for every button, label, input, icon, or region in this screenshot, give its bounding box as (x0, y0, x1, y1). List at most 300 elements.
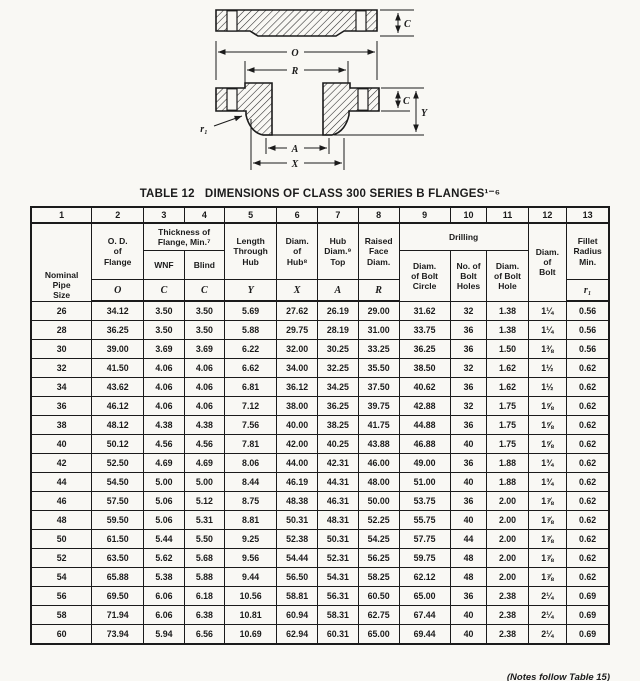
table-cell: 42.00 (277, 435, 318, 454)
table-cell: 49.00 (399, 454, 450, 473)
dim-label-x: X (291, 159, 299, 170)
table-cell: 0.62 (567, 378, 609, 397)
header-diam-of-hub: Diam. of Hub⁸ (277, 223, 318, 280)
table-cell: 0.69 (567, 587, 609, 606)
table-cell: 60.31 (318, 625, 358, 645)
table-cell: 38.50 (399, 359, 450, 378)
table-cell: 6.18 (184, 587, 224, 606)
table-row (31, 378, 609, 397)
table-cell: 4.06 (144, 378, 184, 397)
table-cell: 36.12 (277, 378, 318, 397)
table-cell: 69.44 (399, 625, 450, 645)
table-cell: 5.68 (184, 549, 224, 568)
table-cell: 2.00 (487, 511, 528, 530)
table-cell: 36 (450, 340, 487, 359)
table-cell: 52 (31, 549, 92, 568)
table-cell: 43.88 (358, 435, 399, 454)
table-cell: 0.62 (567, 492, 609, 511)
table-row (31, 321, 609, 340)
table-cell: 50.31 (318, 530, 358, 549)
table-cell: 6.06 (144, 606, 184, 625)
table-cell: 2.38 (487, 625, 528, 645)
dim-label-y: Y (421, 108, 428, 119)
table-cell: 0.62 (567, 416, 609, 435)
table-cell: 5.12 (184, 492, 224, 511)
table-cell: 0.62 (567, 530, 609, 549)
header-bolt-holes: No. of Bolt Holes (450, 251, 487, 302)
column-number: 13 (567, 207, 609, 223)
header-wnf: WNF (144, 251, 184, 280)
table-cell: 73.94 (92, 625, 144, 645)
table-row (31, 530, 609, 549)
table-cell: 36 (450, 416, 487, 435)
table-cell: 3.69 (184, 340, 224, 359)
table-cell: 0.62 (567, 511, 609, 530)
table-cell: 28.19 (318, 321, 358, 340)
table-cell: 34 (31, 378, 92, 397)
table-cell: 6.62 (225, 359, 277, 378)
table-cell: 3.50 (184, 321, 224, 340)
table-cell: 42 (31, 454, 92, 473)
table-cell: 50 (31, 530, 92, 549)
table-cell: 48.38 (277, 492, 318, 511)
column-number: 7 (318, 207, 358, 223)
table-cell: 1.75 (487, 435, 528, 454)
table-cell: 4.06 (184, 397, 224, 416)
table-cell: 51.00 (399, 473, 450, 492)
table-cell: 10.81 (225, 606, 277, 625)
header-od-flange: O. D. of Flange (92, 223, 144, 280)
table-cell: 40.62 (399, 378, 450, 397)
table-cell: 30 (31, 340, 92, 359)
table-cell: 48 (450, 549, 487, 568)
table-cell: 36.25 (318, 397, 358, 416)
table-cell: 56.50 (277, 568, 318, 587)
table-cell: 40 (450, 435, 487, 454)
header-fillet-radius: Fillet Radius Min. (567, 223, 609, 280)
table-cell: 0.62 (567, 568, 609, 587)
table-cell: 37.50 (358, 378, 399, 397)
table-cell: 1¾ (528, 454, 567, 473)
table-row (31, 473, 609, 492)
table-cell: 52.50 (92, 454, 144, 473)
table-cell: 3.50 (144, 321, 184, 340)
table-cell: 29.00 (358, 301, 399, 321)
bolt-hole (227, 11, 237, 31)
dimensions-table-wrapper (30, 206, 610, 645)
table-cell: 59.50 (92, 511, 144, 530)
table-cell: 7.12 (225, 397, 277, 416)
table-cell: 5.88 (225, 321, 277, 340)
table-cell: 2¼ (528, 606, 567, 625)
table-cell: 44 (450, 530, 487, 549)
table-cell: 34.25 (318, 378, 358, 397)
header-raised-face-diam: Raised Face Diam. (358, 223, 399, 280)
table-cell: 35.50 (358, 359, 399, 378)
table-row (31, 416, 609, 435)
table-cell: 1⅜ (528, 340, 567, 359)
table-cell: 48 (31, 511, 92, 530)
table-cell: 69.50 (92, 587, 144, 606)
table-cell: 26.19 (318, 301, 358, 321)
table-cell: 10.56 (225, 587, 277, 606)
table-cell: 7.81 (225, 435, 277, 454)
table-row (31, 606, 609, 625)
table-cell: 8.75 (225, 492, 277, 511)
table-row (31, 454, 609, 473)
table-cell: 1.38 (487, 301, 528, 321)
table-cell: 6.38 (184, 606, 224, 625)
table-cell: 0.69 (567, 625, 609, 645)
table-cell: 6.06 (144, 587, 184, 606)
table-cell: 59.75 (399, 549, 450, 568)
table-cell: 32 (450, 301, 487, 321)
table-cell: 58.25 (358, 568, 399, 587)
table-cell: 1.88 (487, 454, 528, 473)
table-cell: 42.88 (399, 397, 450, 416)
table-cell: 36 (450, 378, 487, 397)
column-number: 10 (450, 207, 487, 223)
letter-a: A (318, 280, 358, 302)
header-length-through-hub: Length Through Hub (225, 223, 277, 280)
table-row (31, 340, 609, 359)
bolt-hole (358, 89, 368, 110)
table-cell: 5.00 (144, 473, 184, 492)
table-cell: 1.75 (487, 416, 528, 435)
table-cell: 60.94 (277, 606, 318, 625)
table-cell: 46.88 (399, 435, 450, 454)
table-cell: 4.38 (184, 416, 224, 435)
table-cell: 7.56 (225, 416, 277, 435)
table-cell: 50.31 (277, 511, 318, 530)
table-cell: 40 (450, 473, 487, 492)
table-cell: 9.25 (225, 530, 277, 549)
table-cell: 5.50 (184, 530, 224, 549)
table-row (31, 397, 609, 416)
table-cell: 41.50 (92, 359, 144, 378)
table-cell: 32.00 (277, 340, 318, 359)
table-cell: 33.25 (358, 340, 399, 359)
header-blind: Blind (184, 251, 224, 280)
table-cell: 4.06 (184, 359, 224, 378)
table-cell: 5.38 (144, 568, 184, 587)
dim-label-r1: r₁ (200, 124, 208, 135)
table-cell: 43.62 (92, 378, 144, 397)
table-cell: 48 (450, 568, 487, 587)
table-cell: 28 (31, 321, 92, 340)
header-hub-diam-top: Hub Diam.⁹ Top (318, 223, 358, 280)
table-cell: 1⅝ (528, 435, 567, 454)
table-cell: 55.75 (399, 511, 450, 530)
table-cell: 1⅞ (528, 530, 567, 549)
table-cell: 1½ (528, 359, 567, 378)
table-cell: 2.00 (487, 492, 528, 511)
table-cell: 67.44 (399, 606, 450, 625)
table-cell: 32 (31, 359, 92, 378)
table-cell: 40 (450, 606, 487, 625)
table-cell: 36 (450, 321, 487, 340)
table-cell: 54.31 (318, 568, 358, 587)
table-cell: 6.56 (184, 625, 224, 645)
table-cell: 40.00 (277, 416, 318, 435)
table-cell: 1⅝ (528, 397, 567, 416)
table-cell: 0.56 (567, 301, 609, 321)
dim-label-a: A (291, 144, 299, 155)
table-cell: 1¼ (528, 301, 567, 321)
table-cell: 62.94 (277, 625, 318, 645)
table-cell: 3.50 (184, 301, 224, 321)
table-row (31, 301, 609, 321)
table-cell: 54.44 (277, 549, 318, 568)
table-cell: 40 (450, 511, 487, 530)
table-row (31, 359, 609, 378)
table-cell: 57.75 (399, 530, 450, 549)
dim-label-o: O (291, 48, 299, 59)
table-cell: 48.12 (92, 416, 144, 435)
table-cell: 1⅝ (528, 416, 567, 435)
table-cell: 4.38 (144, 416, 184, 435)
table-cell: 50.12 (92, 435, 144, 454)
table-cell: 0.62 (567, 549, 609, 568)
table-cell: 39.75 (358, 397, 399, 416)
footer-note: (Notes follow Table 15) (506, 672, 610, 681)
table-cell: 0.62 (567, 435, 609, 454)
column-number: 9 (399, 207, 450, 223)
table-cell: 61.50 (92, 530, 144, 549)
table-cell: 32 (450, 397, 487, 416)
table-cell: 0.62 (567, 473, 609, 492)
table-cell: 46.31 (318, 492, 358, 511)
table-cell: 36.25 (399, 340, 450, 359)
table-cell: 44.00 (277, 454, 318, 473)
table-cell: 36 (450, 587, 487, 606)
table-cell: 8.44 (225, 473, 277, 492)
column-number-row (31, 207, 609, 223)
letter-c-wnf: C (144, 280, 184, 302)
table-cell: 38.25 (318, 416, 358, 435)
table-cell: 4.69 (184, 454, 224, 473)
flange-diagram (0, 0, 640, 180)
table-cell: 29.75 (277, 321, 318, 340)
header-bolt-circle: Diam. of Bolt Circle (399, 251, 450, 302)
table-cell: 46.19 (277, 473, 318, 492)
table-cell: 2.00 (487, 568, 528, 587)
table-cell: 5.88 (184, 568, 224, 587)
table-cell: 1.50 (487, 340, 528, 359)
letter-c-blind: C (184, 280, 224, 302)
table-cell: 54.25 (358, 530, 399, 549)
table-cell: 1⅞ (528, 492, 567, 511)
table-cell: 32.25 (318, 359, 358, 378)
table-cell: 0.56 (567, 340, 609, 359)
table-cell: 5.44 (144, 530, 184, 549)
table-cell: 1.62 (487, 378, 528, 397)
column-number: 3 (144, 207, 184, 223)
table-cell: 53.75 (399, 492, 450, 511)
table-cell: 46 (31, 492, 92, 511)
table-cell: 4.06 (144, 397, 184, 416)
table-cell: 58.81 (277, 587, 318, 606)
dim-label-c-side: C (403, 96, 410, 107)
header-bolt-hole: Diam. of Bolt Hole (487, 251, 528, 302)
table-cell: 5.06 (144, 511, 184, 530)
table-cell: 48.00 (358, 473, 399, 492)
table-row (31, 587, 609, 606)
table-cell: 2¼ (528, 587, 567, 606)
table-cell: 36 (450, 492, 487, 511)
table-cell: 34.00 (277, 359, 318, 378)
table-cell: 71.94 (92, 606, 144, 625)
table-cell: 2¼ (528, 625, 567, 645)
table-cell: 27.62 (277, 301, 318, 321)
table-cell: 57.50 (92, 492, 144, 511)
table-cell: 2.00 (487, 530, 528, 549)
table-cell: 1.62 (487, 359, 528, 378)
table-cell: 10.69 (225, 625, 277, 645)
table-cell: 4.56 (184, 435, 224, 454)
table-title: TABLE 12 DIMENSIONS OF CLASS 300 SERIES B FLANGES¹⁻⁶ (139, 188, 501, 200)
table-cell: 6.81 (225, 378, 277, 397)
table-cell: 8.06 (225, 454, 277, 473)
table-cell: 3.69 (144, 340, 184, 359)
dim-r1 (214, 116, 242, 126)
table-cell: 39.00 (92, 340, 144, 359)
table-cell: 5.94 (144, 625, 184, 645)
dimensions-table (30, 206, 610, 645)
table-cell: 50.00 (358, 492, 399, 511)
table-cell: 5.69 (225, 301, 277, 321)
table-cell: 0.69 (567, 606, 609, 625)
column-number: 1 (31, 207, 92, 223)
letter-x: X (277, 280, 318, 302)
table-cell: 38.00 (277, 397, 318, 416)
table-cell: 1.75 (487, 397, 528, 416)
blind-flange-section (216, 10, 377, 36)
table-cell: 31.00 (358, 321, 399, 340)
table-cell: 40 (31, 435, 92, 454)
table-cell: 0.62 (567, 359, 609, 378)
bolt-hole (356, 11, 366, 31)
table-cell: 9.56 (225, 549, 277, 568)
table-cell: 1¼ (528, 321, 567, 340)
table-cell: 44 (31, 473, 92, 492)
dim-label-c-top: C (404, 19, 411, 30)
table-cell: 62.75 (358, 606, 399, 625)
header-thickness-group: Thickness of Flange, Min.⁷ (144, 223, 225, 251)
table-cell: 65.88 (92, 568, 144, 587)
table-cell: 40.25 (318, 435, 358, 454)
table-cell: 52.25 (358, 511, 399, 530)
table-cell: 1¾ (528, 473, 567, 492)
table-cell: 1.38 (487, 321, 528, 340)
table-cell: 46.00 (358, 454, 399, 473)
column-number: 4 (184, 207, 224, 223)
table-cell: 56.25 (358, 549, 399, 568)
table-cell: 30.25 (318, 340, 358, 359)
table-cell: 58 (31, 606, 92, 625)
table-cell: 6.22 (225, 340, 277, 359)
table-row (31, 549, 609, 568)
table-cell: 52.38 (277, 530, 318, 549)
table-cell: 4.69 (144, 454, 184, 473)
column-number: 2 (92, 207, 144, 223)
table-cell: 1⅞ (528, 511, 567, 530)
table-cell: 0.62 (567, 397, 609, 416)
bolt-hole (227, 89, 237, 110)
table-cell: 1½ (528, 378, 567, 397)
table-cell: 8.81 (225, 511, 277, 530)
table-cell: 9.44 (225, 568, 277, 587)
hub-flange-section (216, 83, 379, 135)
column-number: 8 (358, 207, 399, 223)
table-cell: 60 (31, 625, 92, 645)
table-cell: 44.31 (318, 473, 358, 492)
table-row (31, 625, 609, 645)
table-cell: 5.06 (144, 492, 184, 511)
table-cell: 4.06 (184, 378, 224, 397)
table-cell: 0.62 (567, 454, 609, 473)
table-row (31, 492, 609, 511)
table-cell: 54 (31, 568, 92, 587)
table-cell: 31.62 (399, 301, 450, 321)
letter-r: R (358, 280, 399, 302)
table-cell: 0.56 (567, 321, 609, 340)
table-cell: 33.75 (399, 321, 450, 340)
column-number: 11 (487, 207, 528, 223)
table-cell: 56.31 (318, 587, 358, 606)
table-cell: 46.12 (92, 397, 144, 416)
table-cell: 60.50 (358, 587, 399, 606)
dim-label-r: R (291, 66, 299, 77)
table-cell: 4.56 (144, 435, 184, 454)
letter-r1: r₁ (567, 280, 609, 302)
table-cell: 58.31 (318, 606, 358, 625)
table-cell: 32 (450, 359, 487, 378)
table-row (31, 511, 609, 530)
table-cell: 5.00 (184, 473, 224, 492)
column-number: 12 (528, 207, 567, 223)
table-cell: 2.38 (487, 587, 528, 606)
table-cell: 42.31 (318, 454, 358, 473)
table-cell: 62.12 (399, 568, 450, 587)
letter-y: Y (225, 280, 277, 302)
column-number: 6 (277, 207, 318, 223)
column-number: 5 (225, 207, 277, 223)
table-cell: 2.00 (487, 549, 528, 568)
letter-o: O (92, 280, 144, 302)
table-cell: 5.31 (184, 511, 224, 530)
table-cell: 1.88 (487, 473, 528, 492)
table-cell: 34.12 (92, 301, 144, 321)
table-cell: 63.50 (92, 549, 144, 568)
table-cell: 65.00 (358, 625, 399, 645)
table-cell: 4.06 (144, 359, 184, 378)
table-cell: 40 (450, 625, 487, 645)
table-row (31, 435, 609, 454)
table-cell: 54.50 (92, 473, 144, 492)
table-cell: 5.62 (144, 549, 184, 568)
table-cell: 1⅞ (528, 549, 567, 568)
table-cell: 56 (31, 587, 92, 606)
table-cell: 26 (31, 301, 92, 321)
table-cell: 1⅞ (528, 568, 567, 587)
table-cell: 36 (31, 397, 92, 416)
table-row (31, 568, 609, 587)
table-cell: 38 (31, 416, 92, 435)
table-cell: 52.31 (318, 549, 358, 568)
table-cell: 3.50 (144, 301, 184, 321)
header-diam-of-bolt: Diam. of Bolt (528, 223, 567, 301)
